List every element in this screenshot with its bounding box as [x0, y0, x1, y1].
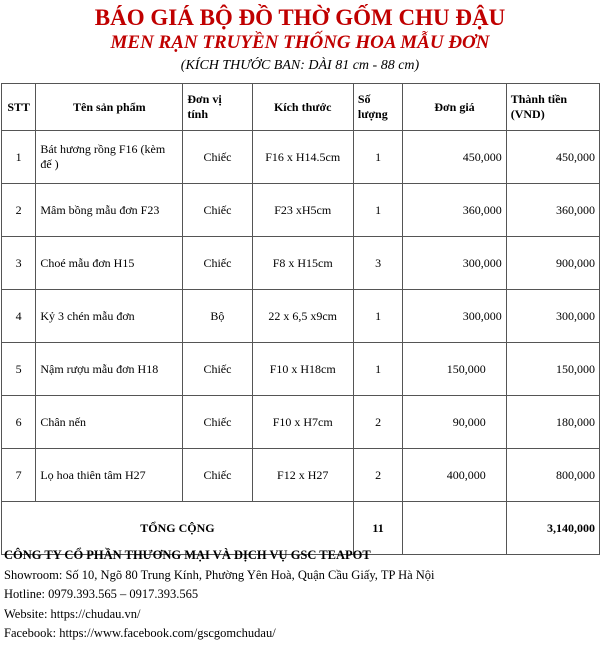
showroom-address: Showroom: Số 10, Ngõ 80 Trung Kính, Phường Yên Hoà, Quận Cầu Giấy, TP Hà Nội: [4, 567, 435, 582]
row-unit: Chiếc: [183, 237, 252, 290]
grand-total: 3,140,000: [506, 502, 599, 555]
table-row: [2, 184, 600, 237]
size-note: (KÍCH THƯỚC BAN: DÀI 81 cm - 88 cm): [180, 58, 420, 73]
header-qty-line2: lượng: [357, 107, 388, 121]
row-quantity: 2: [353, 396, 402, 449]
row-total: 150,000: [506, 343, 599, 396]
table-row: [2, 290, 600, 343]
row-total: 900,000: [506, 237, 599, 290]
row-product-name: Lọ hoa thiên tâm H27: [36, 449, 183, 502]
row-total: 300,000: [506, 290, 599, 343]
table-row: [2, 237, 600, 290]
row-quantity: 1: [353, 290, 402, 343]
row-unit: Chiếc: [183, 184, 252, 237]
row-total: 450,000: [506, 131, 599, 184]
row-unit: Chiếc: [183, 396, 252, 449]
row-product-name: Kỷ 3 chén mẫu đơn: [36, 290, 183, 343]
row-quantity: 1: [353, 184, 402, 237]
header-unit: [183, 84, 252, 131]
row-product-name: Choé mẫu đơn H15: [36, 237, 183, 290]
row-unit-price: 150,000: [403, 343, 506, 396]
header-product-name: Tên sản phẩm: [36, 84, 183, 131]
table-row: [2, 343, 600, 396]
row-total: 180,000: [506, 396, 599, 449]
company-footer: [4, 546, 596, 644]
row-unit-price: 90,000: [403, 396, 506, 449]
price-table: [1, 83, 600, 555]
row-unit-price: 300,000: [403, 290, 506, 343]
row-quantity: 1: [353, 131, 402, 184]
header-unit-line2: tính: [187, 107, 209, 121]
row-unit-price: 400,000: [403, 449, 506, 502]
hotline: Hotline: 0979.393.565 – 0917.393.565: [4, 587, 199, 601]
table-row: [2, 449, 600, 502]
row-unit: Chiếc: [183, 131, 252, 184]
row-size: 22 x 6,5 x9cm: [252, 290, 353, 343]
row-unit: Chiếc: [183, 343, 252, 396]
page-title: BÁO GIÁ BỘ ĐỒ THỜ GỐM CHU ĐẬU: [94, 5, 506, 30]
page-subtitle: MEN RẠN TRUYỀN THỐNG HOA MẪU ĐƠN: [110, 32, 490, 53]
row-unit: Bộ: [183, 290, 252, 343]
row-stt: 4: [2, 290, 36, 343]
header-unit-line1: Đơn vị: [187, 92, 222, 106]
row-size: F16 x H14.5cm: [252, 131, 353, 184]
header-unit-price: Đơn giá: [403, 84, 506, 131]
row-quantity: 3: [353, 237, 402, 290]
row-stt: 2: [2, 184, 36, 237]
row-stt: 3: [2, 237, 36, 290]
row-unit-price: 450,000: [403, 131, 506, 184]
table-row: [2, 131, 600, 184]
row-product-name: Chân nến: [36, 396, 183, 449]
row-size: F23 xH5cm: [252, 184, 353, 237]
website-link[interactable]: Website: https://chudau.vn/: [4, 606, 141, 621]
table-header-row: [2, 84, 600, 131]
header-qty-line1: Số: [357, 92, 371, 106]
row-quantity: 1: [353, 343, 402, 396]
header-total: [506, 84, 599, 131]
row-size: F10 x H7cm: [252, 396, 353, 449]
header-quantity: [353, 84, 402, 131]
header-size: Kích thước: [252, 84, 353, 131]
row-stt: 6: [2, 396, 36, 449]
row-total: 360,000: [506, 184, 599, 237]
header-total-line1: Thành tiền: [510, 92, 568, 106]
row-unit-price: 360,000: [403, 184, 506, 237]
row-total: 800,000: [506, 449, 599, 502]
row-stt: 7: [2, 449, 36, 502]
table-row: [2, 396, 600, 449]
row-product-name: Bát hương rồng F16 (kèm đế ): [36, 131, 183, 184]
row-size: F10 x H18cm: [252, 343, 353, 396]
row-unit: Chiếc: [183, 449, 252, 502]
total-label: TỔNG CỘNG: [2, 502, 354, 555]
row-stt: 5: [2, 343, 36, 396]
row-product-name: Mâm bồng mẫu đơn F23: [36, 184, 183, 237]
row-product-name: Nậm rượu mẫu đơn H18: [36, 343, 183, 396]
header-stt: STT: [2, 84, 36, 131]
header-total-line2: (VND): [510, 107, 545, 121]
row-stt: 1: [2, 131, 36, 184]
row-unit-price: 300,000: [403, 237, 506, 290]
row-size: F8 x H15cm: [252, 237, 353, 290]
total-quantity: 11: [353, 502, 402, 555]
row-quantity: 2: [353, 449, 402, 502]
row-size: F12 x H27: [252, 449, 353, 502]
company-name: CÔNG TY CỔ PHẦN THƯƠNG MẠI VÀ DỊCH VỤ GSC TEAPOT: [4, 548, 371, 562]
facebook-link[interactable]: Facebook: https://www.facebook.com/gscgomchudau/: [4, 626, 276, 640]
